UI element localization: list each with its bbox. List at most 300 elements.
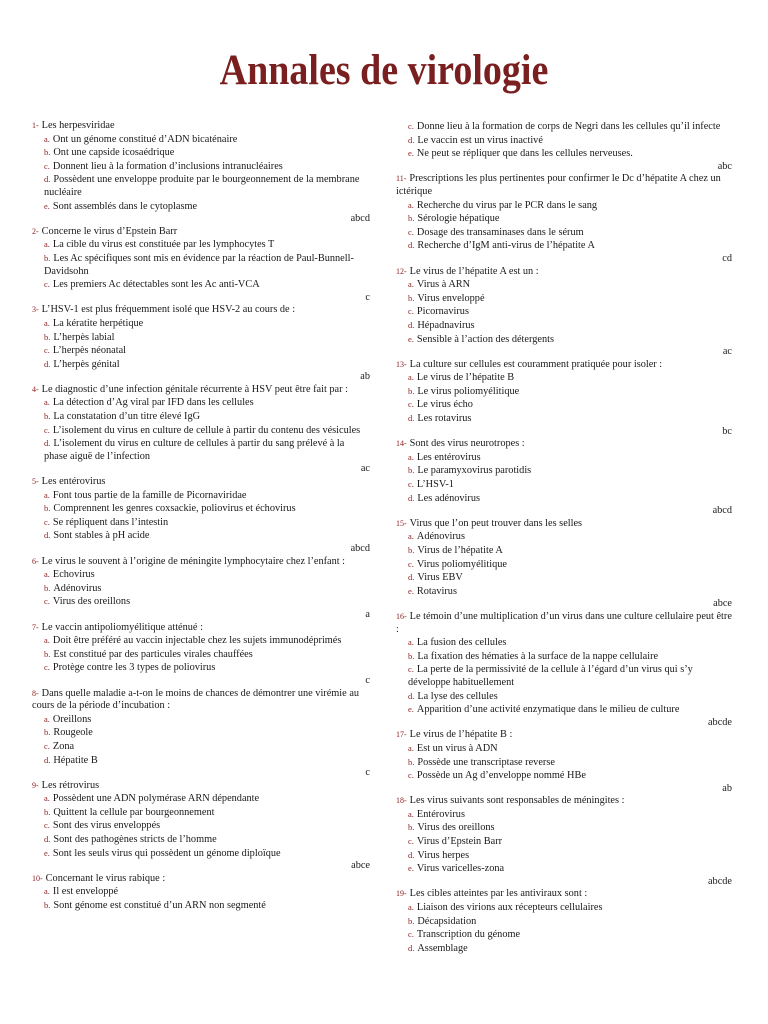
option-letter: a. — [44, 635, 50, 646]
question-stem — [32, 780, 370, 793]
question-option — [396, 849, 732, 863]
answer-key: abcd — [350, 213, 370, 225]
option-letter: c. — [408, 226, 414, 237]
option-text: La fixation des hématies à la surface de la nappe cellulaire — [417, 650, 659, 662]
question-text: Concerne le virus d’Epstein Barr — [41, 225, 178, 237]
question-block — [32, 873, 370, 913]
option-letter: e. — [408, 333, 414, 344]
question-number: 14- — [396, 439, 407, 449]
option-text: Recherche du virus par le PCR dans le sang — [416, 199, 598, 211]
option-text: Ont une capside icosaédrique — [53, 147, 175, 159]
option-text: Sont assemblés dans le cytoplasme — [52, 200, 198, 212]
question-text: Le vaccin antipoliomyélitique atténué : — [41, 621, 203, 633]
question-stem — [32, 384, 370, 397]
option-text: Assemblage — [417, 942, 468, 954]
question-number: 1- — [32, 121, 39, 130]
question-stem — [32, 226, 370, 239]
option-text: Les entérovirus — [416, 451, 481, 463]
option-letter: a. — [44, 489, 50, 500]
question-option — [396, 742, 732, 756]
option-text: Sont des pathogènes stricts de l’homme — [53, 834, 217, 846]
option-letter: c. — [408, 479, 414, 490]
question-option — [396, 808, 732, 822]
question-text: Le virus de l’hépatite B : — [409, 729, 513, 741]
option-text: Les Ac spécifiques sont mis en évidence par la réaction de Paul-Bunnell-Davidsohn — [44, 252, 354, 277]
option-text: Quittent la cellule par bourgeonnement — [53, 806, 215, 818]
question-option — [32, 726, 370, 740]
question-text: Le virus de l’hépatite A est un : — [409, 265, 539, 277]
option-letter: c. — [44, 516, 50, 527]
option-letter: b. — [408, 465, 415, 476]
option-text: L’herpès génital — [53, 358, 120, 370]
option-letter: c. — [44, 740, 50, 751]
question-option — [396, 821, 732, 835]
question-option — [32, 516, 370, 530]
option-text: Transcription du génome — [416, 929, 521, 941]
question-option — [396, 492, 732, 506]
option-text: Se répliquent dans l’intestin — [52, 516, 169, 528]
question-block — [32, 120, 370, 226]
question-option — [396, 942, 732, 956]
option-letter: d. — [408, 319, 415, 330]
option-text: La constatation d’un titre élevé IgG — [53, 411, 201, 423]
option-letter: a. — [408, 742, 414, 753]
option-letter: c. — [408, 664, 414, 675]
question-option — [396, 756, 732, 770]
option-text: Recherche d’IgM anti-virus de l’hépatite A — [417, 240, 595, 252]
question-option — [32, 424, 370, 438]
question-option — [396, 769, 732, 783]
option-text: Le virus de l’hépatite B — [416, 372, 515, 384]
question-stem — [396, 359, 732, 372]
option-text: Le paramyxovirus parotidis — [417, 465, 532, 477]
option-letter: e. — [408, 148, 414, 159]
question-block — [396, 359, 732, 439]
option-text: Virus de l’hépatite A — [417, 545, 503, 556]
question-option — [32, 806, 370, 820]
option-text: Sensible à l’action des détergents — [416, 333, 554, 345]
question-option — [396, 663, 732, 689]
question-block — [32, 476, 370, 556]
option-text: Le virus poliomyélitique — [417, 385, 520, 397]
option-letter: e. — [44, 200, 50, 211]
option-letter: a. — [408, 199, 414, 210]
question-option — [32, 160, 370, 174]
option-letter: d. — [44, 438, 51, 449]
option-letter: c. — [44, 662, 50, 673]
option-text: Rotavirus — [416, 585, 457, 597]
question-option — [396, 120, 732, 134]
question-stem — [396, 266, 732, 279]
option-text: Les premiers Ac détectables sont les Ac anti-VCA — [52, 279, 260, 291]
question-option — [32, 582, 370, 596]
question-text: Le diagnostic d’une infection génitale récurrente à HSV peut être fait par : — [41, 383, 348, 395]
question-block — [32, 384, 370, 476]
question-option — [32, 173, 370, 199]
question-block — [32, 556, 370, 622]
question-block — [396, 611, 732, 729]
option-letter: c. — [408, 399, 414, 410]
option-letter: a. — [44, 239, 50, 250]
option-letter: b. — [44, 806, 51, 817]
left-column — [32, 120, 370, 913]
question-block — [396, 795, 732, 888]
option-text: Donne lieu à la formation de corps de Negri dans les cellules qu’il infecte — [416, 121, 721, 132]
option-letter: d. — [408, 849, 415, 860]
question-option — [396, 558, 732, 572]
option-text: Hépatite B — [53, 754, 98, 766]
question-block — [32, 304, 370, 384]
option-text: La fusion des cellules — [416, 637, 507, 649]
question-number: 10- — [32, 873, 43, 883]
option-text: L’isolement du virus en culture de cellule à partir du contenu des vésicules — [52, 424, 361, 436]
question-block — [396, 266, 732, 359]
option-text: Est un virus à ADN — [416, 742, 498, 754]
option-letter: a. — [44, 569, 50, 580]
question-stem — [396, 729, 732, 742]
option-letter: b. — [408, 650, 415, 661]
option-letter: b. — [408, 385, 415, 396]
question-number: 15- — [396, 518, 407, 528]
option-text: La détection d’Ag viral par IFD dans les cellules — [52, 397, 254, 409]
question-text: Prescriptions les plus pertinentes pour confirmer le Dc d’hépatite A chez un ictérique — [396, 173, 721, 197]
option-text: Font tous partie de la famille de Picornaviridae — [52, 489, 247, 501]
option-letter: d. — [408, 492, 415, 503]
question-option — [32, 819, 370, 833]
question-option — [32, 847, 370, 861]
answer-key: abc — [717, 160, 732, 172]
question-text: Le virus le souvent à l’origine de méningite lymphocytaire chez l’enfant : — [41, 555, 346, 567]
answer-key: abcd — [350, 543, 370, 554]
option-text: Rougeole — [53, 727, 93, 739]
question-stem — [32, 120, 370, 133]
question-stem — [32, 622, 370, 635]
question-text: Dans quelle maladie a-t-on le moins de chances de démontrer une virémie au cours de la période d’incubation : — [32, 687, 360, 712]
option-letter: a. — [44, 397, 50, 408]
option-text: Les rotavirus — [417, 413, 472, 425]
option-letter: a. — [408, 808, 414, 819]
option-letter: e. — [408, 585, 414, 596]
question-block — [396, 888, 732, 955]
option-text: La cible du virus est constituée par les lymphocytes T — [52, 239, 275, 251]
option-letter: d. — [408, 134, 415, 145]
option-letter: c. — [44, 345, 50, 356]
option-letter: c. — [44, 820, 50, 831]
question-stem — [32, 476, 370, 489]
option-text: Sont les seuls virus qui possèdent un génome diploïque — [52, 847, 281, 859]
question-number: 6- — [32, 556, 39, 566]
option-letter: b. — [44, 900, 51, 911]
question-option — [32, 740, 370, 754]
question-text: Les cibles atteintes par les antiviraux sont : — [409, 888, 588, 900]
option-text: Dosage des transaminases dans le sérum — [416, 226, 584, 238]
question-text: La culture sur cellules est couramment pratiquée pour isoler : — [409, 358, 663, 370]
option-text: Le vaccin est un virus inactivé — [417, 134, 543, 146]
question-option — [32, 437, 370, 463]
question-number: 17- — [396, 730, 407, 740]
option-letter: a. — [44, 317, 50, 328]
option-text: L’herpès néonatal — [52, 345, 127, 357]
option-letter: a. — [408, 902, 414, 913]
option-text: Virus d’Epstein Barr — [416, 836, 503, 848]
option-text: L’herpès labial — [53, 331, 115, 343]
option-letter: b. — [44, 411, 51, 422]
question-option — [396, 305, 732, 319]
option-text: Donnent lieu à la formation d’inclusions intranucléaires — [52, 160, 283, 172]
option-letter: c. — [408, 836, 414, 847]
option-letter: a. — [408, 372, 414, 383]
option-text: La lyse des cellules — [417, 690, 498, 702]
question-option — [32, 410, 370, 424]
option-letter: c. — [408, 306, 414, 317]
option-text: Virus des oreillons — [417, 822, 495, 834]
question-block — [32, 780, 370, 873]
option-text: Ne peut se répliquer que dans les cellules nerveuses. — [416, 148, 633, 160]
question-number: 12- — [396, 266, 407, 276]
option-letter: d. — [408, 572, 415, 583]
option-text: Hépadnavirus — [417, 319, 475, 331]
option-letter: e. — [408, 863, 414, 874]
option-text: Ont un génome constitué d’ADN bicaténaire — [52, 133, 238, 145]
option-text: La kératite herpétique — [52, 317, 144, 329]
answer-key: ac — [722, 346, 732, 358]
option-letter: c. — [408, 770, 414, 781]
question-option — [32, 754, 370, 768]
question-block — [32, 688, 370, 780]
option-text: Adénovirus — [416, 531, 465, 543]
question-option — [396, 199, 732, 213]
question-option — [32, 317, 370, 331]
option-letter: a. — [408, 279, 414, 290]
question-stem — [396, 795, 732, 808]
option-letter: d. — [44, 754, 51, 765]
question-number: 7- — [32, 622, 39, 632]
option-letter: e. — [408, 704, 414, 715]
question-option — [32, 133, 370, 147]
option-letter: d. — [408, 690, 415, 701]
option-letter: a. — [408, 637, 414, 648]
answer-key: abcd — [712, 505, 732, 517]
option-text: Sont stables à pH acide — [53, 530, 150, 542]
option-text: Il est enveloppé — [52, 886, 119, 898]
answer-key: ab — [360, 371, 370, 383]
option-text: L’HSV-1 — [416, 479, 454, 491]
question-block — [396, 518, 732, 611]
option-text: Le virus écho — [416, 399, 473, 411]
question-number: 9- — [32, 780, 39, 790]
question-number: 19- — [396, 889, 407, 899]
question-number: 4- — [32, 384, 39, 394]
question-option — [32, 568, 370, 582]
option-letter: b. — [44, 648, 51, 659]
option-text: Virus herpes — [417, 849, 470, 861]
option-letter: c. — [44, 424, 50, 435]
option-letter: b. — [408, 292, 415, 303]
answer-key: ab — [722, 782, 732, 794]
option-text: Décapsidation — [417, 915, 477, 927]
option-text: Virus poliomyélitique — [416, 558, 507, 570]
page-title: Annales de virologie — [219, 45, 549, 95]
option-text: Virus enveloppé — [417, 292, 485, 304]
question-option — [396, 385, 732, 399]
option-letter: d. — [44, 174, 51, 185]
question-number: 11- — [396, 174, 407, 184]
option-text: Entérovirus — [416, 808, 465, 820]
question-option — [32, 344, 370, 358]
option-letter: a. — [44, 793, 50, 804]
question-block — [396, 729, 732, 795]
question-option — [32, 396, 370, 410]
question-option — [32, 331, 370, 345]
question-stem — [32, 556, 370, 569]
question-option — [32, 502, 370, 516]
answer-key: c — [365, 291, 370, 303]
option-letter: b. — [408, 756, 415, 767]
option-letter: a. — [44, 133, 50, 144]
question-number: 13- — [396, 359, 407, 369]
question-block — [32, 622, 370, 688]
question-option — [32, 358, 370, 372]
question-number: 3- — [32, 305, 39, 315]
question-option — [32, 792, 370, 806]
question-option — [32, 595, 370, 609]
option-letter: b. — [408, 822, 415, 833]
question-option — [396, 835, 732, 849]
option-letter: c. — [44, 279, 50, 290]
question-option — [396, 292, 732, 306]
question-stem — [396, 611, 732, 636]
option-letter: d. — [408, 240, 415, 251]
question-stem — [32, 688, 370, 713]
question-option — [32, 252, 370, 278]
option-text: La perte de la permissivité de la cellule à l’égard d’un virus qui s’y développe habituellement — [408, 664, 693, 688]
question-option — [396, 333, 732, 347]
question-option — [32, 634, 370, 648]
option-letter: b. — [44, 727, 51, 738]
question-stem — [396, 438, 732, 451]
option-text: Sérologie hépatique — [417, 213, 500, 225]
question-option — [396, 862, 732, 876]
question-option — [396, 915, 732, 929]
option-letter: b. — [408, 915, 415, 926]
question-text: Les entérovirus — [41, 476, 106, 488]
option-letter: b. — [44, 252, 51, 263]
question-option — [396, 212, 732, 226]
option-text: Doit être préféré au vaccin injectable chez les sujets immunodéprimés — [52, 635, 342, 647]
question-option — [396, 650, 732, 664]
question-option — [396, 544, 732, 558]
question-number: 5- — [32, 477, 39, 487]
option-letter: c. — [408, 121, 414, 131]
option-letter: b. — [44, 331, 51, 342]
question-option — [396, 585, 732, 599]
question-text: Sont des virus neurotropes : — [409, 438, 525, 450]
question-option — [32, 200, 370, 214]
question-option — [32, 648, 370, 662]
option-text: Liaison des virions aux récepteurs cellulaires — [416, 902, 603, 914]
option-letter: b. — [44, 147, 51, 158]
question-option — [32, 713, 370, 727]
question-option — [396, 398, 732, 412]
question-option — [396, 319, 732, 333]
question-option — [396, 371, 732, 385]
option-letter: a. — [44, 713, 50, 724]
option-letter: b. — [44, 503, 51, 514]
option-text: Picornavirus — [416, 306, 469, 318]
question-option — [32, 278, 370, 292]
question-block — [396, 173, 732, 265]
option-letter: d. — [408, 413, 415, 424]
option-text: L’isolement du virus en culture de cellules à partir du sang prélevé à la phase aiguë de l’infection — [44, 438, 345, 462]
question-stem — [396, 518, 732, 531]
answer-key: cd — [722, 252, 732, 264]
question-option — [396, 147, 732, 161]
option-text: Adénovirus — [53, 582, 102, 594]
option-text: Virus EBV — [417, 572, 463, 584]
option-letter: b. — [408, 545, 415, 555]
option-letter: b. — [408, 213, 415, 224]
question-option — [32, 885, 370, 899]
answer-key: abcde — [707, 875, 732, 887]
question-option — [396, 636, 732, 650]
question-option — [32, 238, 370, 252]
option-text: Virus des oreillons — [52, 596, 131, 608]
answer-key: c — [365, 674, 370, 686]
question-text: Les rétrovirus — [41, 779, 100, 791]
option-letter: d. — [44, 358, 51, 369]
question-option — [396, 530, 732, 544]
question-number: 18- — [396, 796, 407, 806]
question-option — [396, 928, 732, 942]
answer-key: abce — [351, 860, 370, 872]
question-number: 16- — [396, 611, 407, 621]
answer-key: abcde — [707, 716, 732, 728]
question-option — [396, 571, 732, 585]
question-continuation — [396, 120, 732, 173]
option-text: Protège contre les 3 types de poliovirus — [52, 662, 216, 674]
right-column — [396, 120, 732, 955]
answer-key: c — [365, 767, 370, 779]
option-letter: c. — [408, 558, 414, 569]
question-block — [396, 438, 732, 518]
question-option — [32, 489, 370, 503]
answer-key: a — [365, 608, 370, 620]
question-option — [32, 661, 370, 675]
option-text: Virus varicelles-zona — [416, 863, 505, 875]
question-text: Les herpesviridae — [41, 120, 115, 131]
option-text: Echovirus — [52, 569, 95, 581]
option-text: Sont des virus enveloppés — [52, 820, 161, 832]
question-option — [32, 899, 370, 913]
option-text: Les adénovirus — [417, 492, 480, 504]
option-letter: a. — [44, 886, 50, 897]
answer-key: ac — [360, 463, 370, 475]
question-option — [396, 278, 732, 292]
question-stem — [396, 173, 732, 198]
answer-key: abce — [713, 598, 732, 610]
question-option — [396, 239, 732, 253]
question-option — [396, 478, 732, 492]
option-text: Possède un Ag d’enveloppe nommé HBe — [416, 770, 586, 782]
option-text: Possèdent une ADN polymérase ARN dépendante — [52, 793, 260, 805]
option-text: Zona — [52, 740, 75, 752]
option-text: Virus à ARN — [416, 279, 471, 291]
question-option — [396, 451, 732, 465]
question-number: 2- — [32, 226, 39, 236]
option-letter: d. — [44, 530, 51, 541]
question-stem — [396, 888, 732, 901]
question-text: Concernant le virus rabique : — [45, 872, 166, 884]
